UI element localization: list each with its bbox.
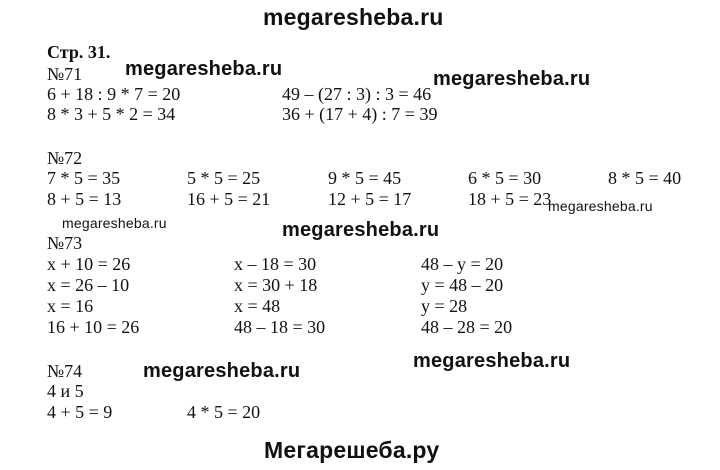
equation: x = 48: [234, 296, 281, 316]
equation: x = 30 + 18: [234, 275, 318, 295]
task-number: №71: [47, 64, 83, 84]
equation: x = 26 – 10: [47, 275, 130, 295]
task-number: №74: [47, 361, 83, 381]
watermark-bottom: Мегарешеба.ру: [264, 437, 440, 463]
equation: 8 * 5 = 40: [608, 168, 682, 188]
task-number: №72: [47, 148, 83, 168]
equation: 6 + 18 : 9 * 7 = 20: [47, 84, 181, 104]
equation: 8 + 5 = 13: [47, 189, 122, 209]
watermark: megaresheba.ru: [413, 350, 571, 372]
watermark: megaresheba.ru: [62, 215, 167, 231]
watermark: megaresheba.ru: [125, 58, 283, 80]
equation: 4 * 5 = 20: [187, 402, 261, 422]
equation: 49 – (27 : 3) : 3 = 46: [282, 84, 432, 104]
equation: 48 – 28 = 20: [421, 317, 513, 337]
answer-text: 4 и 5: [47, 381, 84, 401]
equation: y = 28: [421, 296, 468, 316]
watermark: megaresheba.ru: [433, 68, 591, 90]
task-number: №73: [47, 233, 83, 253]
equation: 6 * 5 = 30: [468, 168, 542, 188]
page-heading: Стр. 31.: [47, 42, 111, 62]
watermark: megaresheba.ru: [548, 198, 653, 214]
equation: 48 – y = 20: [421, 254, 504, 274]
watermark-top: megaresheba.ru: [263, 4, 444, 30]
equation: x + 10 = 26: [47, 254, 131, 274]
equation: 9 * 5 = 45: [328, 168, 402, 188]
equation: x = 16: [47, 296, 94, 316]
equation: 7 * 5 = 35: [47, 168, 121, 188]
equation: 5 * 5 = 25: [187, 168, 261, 188]
equation: 36 + (17 + 4) : 7 = 39: [282, 104, 438, 124]
equation: 48 – 18 = 30: [234, 317, 326, 337]
equation: 8 * 3 + 5 * 2 = 34: [47, 104, 176, 124]
equation: 16 + 10 = 26: [47, 317, 140, 337]
equation: 12 + 5 = 17: [328, 189, 412, 209]
equation: 18 + 5 = 23: [468, 189, 552, 209]
equation: 16 + 5 = 21: [187, 189, 271, 209]
equation: y = 48 – 20: [421, 275, 504, 295]
watermark: megaresheba.ru: [143, 360, 301, 382]
watermark: megaresheba.ru: [282, 219, 440, 241]
equation: 4 + 5 = 9: [47, 402, 113, 422]
equation: x – 18 = 30: [234, 254, 317, 274]
